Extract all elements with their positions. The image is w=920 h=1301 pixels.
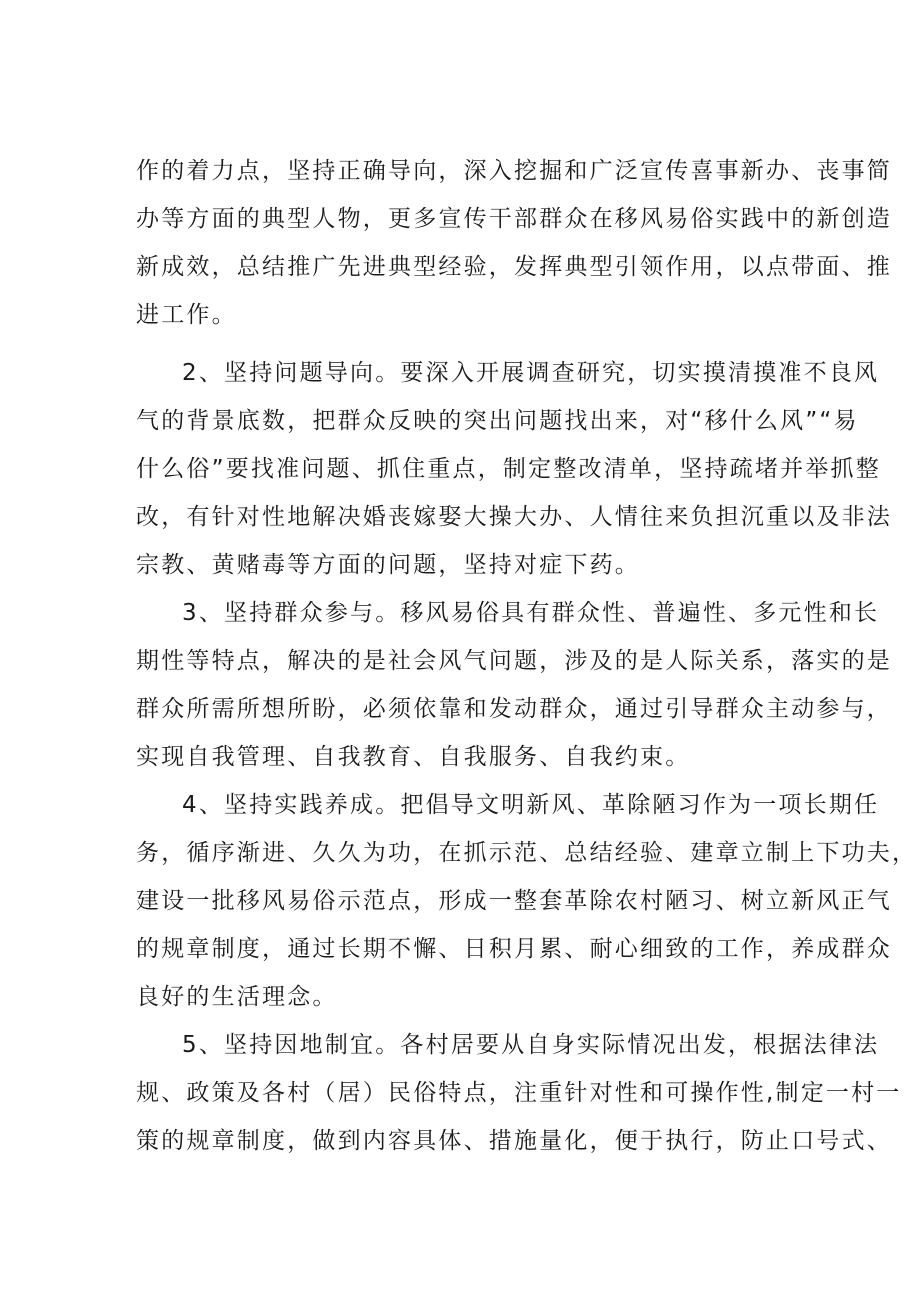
text-line: 4、坚持实践养成。把倡导文明新风、革除陋习作为一项长期任 bbox=[182, 792, 880, 818]
text-line: 什么俗”要找准问题、抓住重点，制定整改清单，坚持疏堵并举抓整 bbox=[136, 456, 881, 482]
text-line: 期性等特点，解决的是社会风气问题，涉及的是人际关系，落实的是 bbox=[136, 648, 892, 674]
text-line: 务，循序渐进、久久为功，在抓示范、总结经验、建章立制上下功夫， bbox=[136, 840, 918, 866]
text-line: 实现自我管理、自我教育、自我服务、自我约束。 bbox=[136, 744, 691, 770]
text-line: 办等方面的典型人物，更多宣传干部群众在移风易俗实践中的新创造 bbox=[136, 206, 892, 232]
text-line: 5、坚持因地制宜。各村居要从自身实际情况出发，根据法律法 bbox=[182, 1032, 880, 1058]
text-line: 作的着力点，坚持正确导向，深入挖掘和广泛宣传喜事新办、丧事简 bbox=[136, 158, 892, 184]
text-line: 建设一批移风易俗示范点，形成一整套革除农村陋习、树立新风正气 bbox=[136, 888, 892, 914]
text-line: 进工作。 bbox=[136, 302, 237, 328]
text-line: 气的背景底数，把群众反映的突出问题找出来，对“移什么风”“易 bbox=[136, 408, 859, 434]
text-line: 的规章制度，通过长期不懈、日积月累、耐心细致的工作，养成群众 bbox=[136, 936, 892, 962]
text-line: 新成效，总结推广先进典型经验，发挥典型引领作用，以点带面、推 bbox=[136, 254, 892, 280]
text-line: 良好的生活理念。 bbox=[136, 984, 338, 1010]
text-line: 规、政策及各村（居）民俗特点，注重针对性和可操作性,制定一村一 bbox=[136, 1080, 902, 1106]
text-line: 3、坚持群众参与。移风易俗具有群众性、普遍性、多元性和长 bbox=[182, 600, 880, 626]
text-line: 2、坚持问题导向。要深入开展调查研究，切实摸清摸准不良风 bbox=[182, 360, 880, 386]
text-line: 改，有针对性地解决婚丧嫁娶大操大办、人情往来负担沉重以及非法 bbox=[136, 504, 892, 530]
text-line: 宗教、黄赌毒等方面的问题，坚持对症下药。 bbox=[136, 552, 640, 578]
text-line: 策的规章制度，做到内容具体、措施量化，便于执行，防止口号式、 bbox=[136, 1128, 892, 1154]
text-line: 群众所需所想所盼，必须依靠和发动群众，通过引导群众主动参与， bbox=[136, 696, 892, 722]
